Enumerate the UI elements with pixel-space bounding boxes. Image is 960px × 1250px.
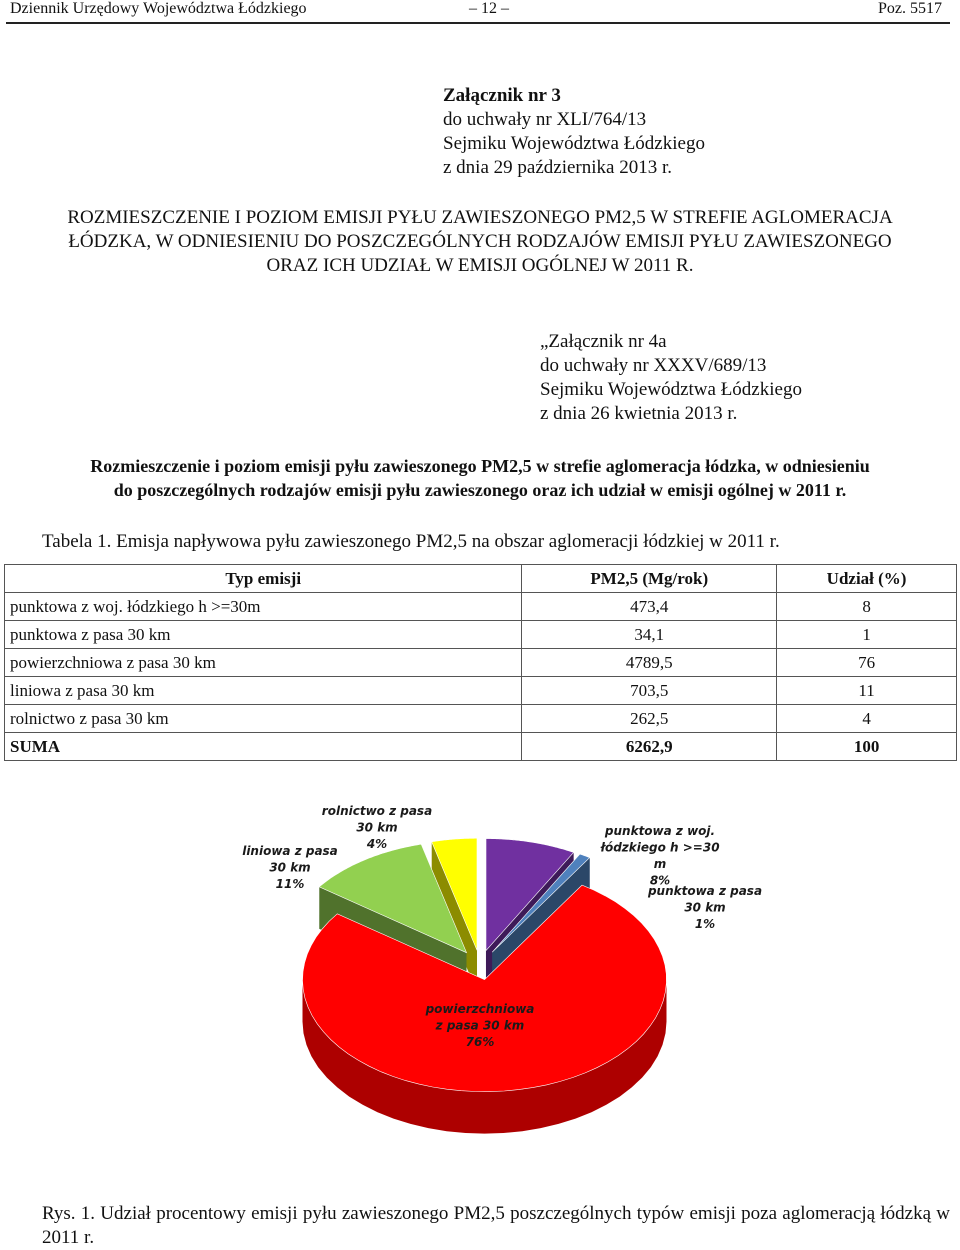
pie-label-line: z pasa 30 km: [435, 1018, 525, 1033]
section-title-line: do poszczególnych rodzajów emisji pyłu zawieszonego oraz ich udział w emisji ogólnej w 2011 r.: [113, 480, 847, 500]
table-header-row: [5, 565, 957, 593]
pie-label-line: 11%: [275, 877, 305, 891]
pie-label-line: liniowa z pasa: [242, 844, 338, 858]
cell-pm25: 473,4: [522, 593, 777, 621]
quoted-annex-resolution: do uchwały nr XXXV/689/13: [540, 355, 767, 376]
sum-pm25: 6262,9: [522, 733, 777, 761]
cell-type: punktowa z pasa 30 km: [5, 621, 522, 649]
cell-type: liniowa z pasa 30 km: [5, 677, 522, 705]
table-sum-row: [5, 733, 957, 761]
section-title-line: Rozmieszczenie i poziom emisji pyłu zawieszonego PM2,5 w strefie aglomeracja łódzka, w odniesieniu: [90, 456, 870, 476]
section-title: [0, 454, 960, 502]
pie-label-line: 30 km: [356, 820, 398, 835]
quoted-annex-date: z dnia 26 kwietnia 2013 r.: [540, 403, 738, 424]
pie-label-line: m: [653, 857, 667, 871]
cell-share: 76: [777, 649, 957, 677]
cell-type: powierzchniowa z pasa 30 km: [5, 649, 522, 677]
pie-label-line: 8%: [649, 873, 671, 888]
cell-type: rolnictwo z pasa 30 km: [5, 705, 522, 733]
cell-pm25: 262,5: [522, 705, 777, 733]
document-title: [0, 206, 960, 278]
journal-title: Dziennik Urzędowy Województwa Łódzkiego: [10, 0, 307, 17]
title-line: ROZMIESZCZENIE I POZIOM EMISJI PYŁU ZAWIESZONEGO PM2,5 W STREFIE AGLOMERACJA: [67, 207, 893, 228]
quoted-annex-number: „Załącznik nr 4a: [540, 331, 667, 352]
cell-pm25: 703,5: [522, 677, 777, 705]
pie-label-line: 30 km: [684, 900, 726, 915]
column-header-type: Typ emisji: [5, 565, 522, 593]
cell-share: 11: [777, 677, 957, 705]
pie-chart: [0, 790, 960, 1190]
pie-label-line: 30 km: [269, 860, 311, 875]
page-header: [6, 0, 950, 24]
pie-label-line: punktowa z woj.: [604, 824, 716, 838]
table-row: [5, 621, 957, 649]
emission-table: [4, 564, 957, 761]
annex-date: z dnia 29 października 2013 r.: [443, 157, 672, 178]
pie-label-line: 4%: [366, 837, 388, 851]
annex-number: Załącznik nr 3: [443, 85, 561, 106]
column-header-pm25: PM2,5 (Mg/rok): [522, 565, 777, 593]
pie-label-rolnictwo: [322, 804, 432, 851]
pie-label-punktowa-woj: [599, 824, 719, 888]
quoted-annex-header: [540, 330, 802, 426]
annex-resolution: do uchwały nr XLI/764/13: [443, 109, 647, 130]
sum-label: SUMA: [5, 733, 522, 761]
pie-label-line: 76%: [465, 1035, 495, 1049]
table-caption: Tabela 1. Emisja napływowa pyłu zawieszonego PM2,5 na obszar aglomeracji łódzkiej w 2011 r.: [42, 531, 780, 552]
cell-share: 4: [777, 705, 957, 733]
figure-caption: Rys. 1. Udział procentowy emisji pyłu zawieszonego PM2,5 poszczególnych typów emisji poza aglomeracją łódzką w 2011 r.: [42, 1203, 950, 1248]
cell-pm25: 4789,5: [522, 649, 777, 677]
table-row: [5, 649, 957, 677]
position-number: Poz. 5517: [878, 0, 942, 17]
table-row: [5, 677, 957, 705]
annex-header: [443, 84, 705, 180]
title-line: ORAZ ICH UDZIAŁ W EMISJI OGÓLNEJ W 2011 R.: [266, 255, 694, 276]
column-header-share: Udział (%): [777, 565, 957, 593]
page-number: – 12 –: [469, 0, 509, 17]
pie-label-line: rolnictwo z pasa: [321, 804, 433, 818]
pie-label-line: łódzkiego h >=30: [600, 840, 720, 855]
pie-label-line: powierzchniowa: [425, 1002, 535, 1016]
cell-pm25: 34,1: [522, 621, 777, 649]
cell-share: 8: [777, 593, 957, 621]
title-line: ŁÓDZKA, W ODNIESIENIU DO POSZCZEGÓLNYCH RODZAJÓW EMISJI PYŁU ZAWIESZONEGO: [68, 231, 892, 252]
annex-council: Sejmiku Województwa Łódzkiego: [443, 133, 705, 154]
pie-label-line: 1%: [694, 917, 716, 931]
sum-share: 100: [777, 733, 957, 761]
cell-share: 1: [777, 621, 957, 649]
table-row: [5, 705, 957, 733]
quoted-annex-council: Sejmiku Województwa Łódzkiego: [540, 379, 802, 400]
cell-type: punktowa z woj. łódzkiego h >=30m: [5, 593, 522, 621]
pie-label-punktowa-pas: [647, 884, 762, 931]
pie-chart-svg: [0, 790, 960, 1190]
table-row: [5, 593, 957, 621]
pie-label-line: punktowa z pasa: [647, 884, 763, 898]
